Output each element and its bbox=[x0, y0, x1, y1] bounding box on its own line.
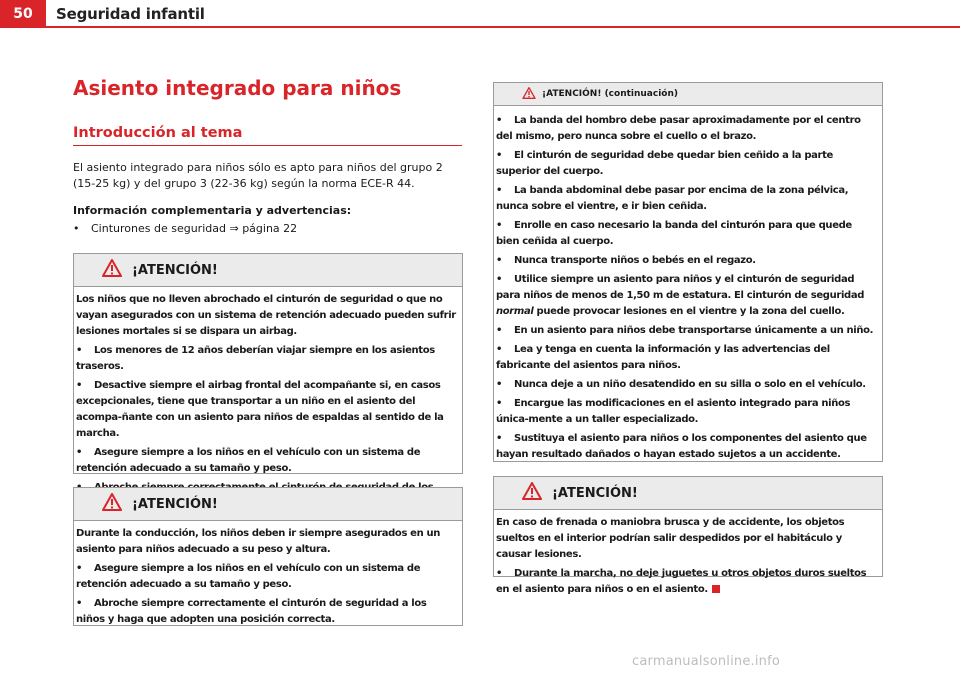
page-reference-link[interactable]: página 22 bbox=[242, 222, 298, 235]
warning-item: • Utilice siempre un asiento para niños y el cinturón de seguridad para niños de menos de 1,50 m de estatura. El cinturón de seguridad normal puede provocar lesiones en el vientre y la zona del cuello. bbox=[496, 274, 865, 317]
info-item bbox=[73, 222, 297, 235]
section-end-icon bbox=[712, 585, 720, 593]
warning-item: • Enrolle en caso necesario la banda del cinturón para que quede bien ceñida al cuerpo. bbox=[496, 220, 852, 247]
subsection-heading: Introducción al tema bbox=[73, 125, 243, 141]
warning-box-continuation bbox=[493, 82, 883, 462]
warning-item: • Los menores de 12 años deberían viajar siempre en los asientos traseros. bbox=[76, 345, 435, 372]
warning-title: ¡ATENCIÓN! bbox=[132, 496, 218, 512]
warning-header bbox=[494, 83, 882, 106]
warning-body bbox=[494, 106, 882, 468]
warning-intro: Los niños que no lleven abrochado el cinturón de seguridad o que no vayan asegurados con un sistema de retención adecuado pueden sufrir lesiones mortales si se dispara un airbag. bbox=[76, 294, 456, 337]
warning-triangle-icon bbox=[522, 482, 542, 504]
section-heading: Asiento integrado para niños bbox=[73, 76, 402, 100]
warning-item: • Desactive siempre el airbag frontal del acompañante si, en casos excepcionales, tiene que transportar a un niño en el asiento del acompa-ñante con un asiento para niños de espaldas al sentido de la marcha. bbox=[76, 380, 444, 439]
warning-box-2 bbox=[73, 487, 463, 626]
warning-triangle-icon bbox=[522, 87, 536, 102]
warning-item: • Asegure siempre a los niños en el vehículo con un sistema de retención adecuado a su tamaño y peso. bbox=[76, 447, 421, 474]
subsection-rule bbox=[73, 145, 462, 146]
info-title: Información complementaria y advertencias: bbox=[73, 204, 352, 217]
warning-item: • Lea y tenga en cuenta la información y las advertencias del fabricante del asientos para niños. bbox=[496, 344, 830, 371]
warning-body bbox=[74, 287, 462, 517]
warning-header bbox=[74, 488, 462, 521]
header-rule bbox=[46, 26, 960, 28]
emphasis-normal: normal bbox=[496, 306, 534, 317]
warning-header bbox=[74, 254, 462, 287]
warning-title: ¡ATENCIÓN! (continuación) bbox=[542, 89, 679, 99]
warning-title: ¡ATENCIÓN! bbox=[132, 262, 218, 278]
warning-item: • En un asiento para niños debe transportarse únicamente a un niño. bbox=[496, 325, 874, 336]
warning-item: • Abroche siempre correctamente el cinturón de seguridad a los niños y haga que adopten una posición correcta. bbox=[76, 598, 427, 625]
warning-item: • Sustituya el asiento para niños o los componentes del asiento que hayan resultado dañados o hayan estado sujetos a un accidente. bbox=[496, 433, 867, 460]
chapter-title: Seguridad infantil bbox=[56, 5, 205, 23]
warning-title: ¡ATENCIÓN! bbox=[552, 485, 638, 501]
page-number: 50 bbox=[0, 0, 46, 28]
warning-triangle-icon bbox=[102, 493, 122, 515]
warning-intro: Durante la conducción, los niños deben ir siempre asegurados en un asiento para niños adecuado a su peso y altura. bbox=[76, 528, 441, 555]
warning-body bbox=[74, 521, 462, 633]
warning-item: • Durante la marcha, no deje juguetes u otros objetos duros sueltos en el asiento para niños o en el asiento. bbox=[496, 568, 867, 595]
warning-item: • La banda abdominal debe pasar por encima de la zona pélvica, nunca sobre el vientre, e ir bien ceñida. bbox=[496, 185, 849, 212]
warning-item: • La banda del hombro debe pasar aproximadamente por el centro del mismo, pero nunca sobre el cuello o el brazo. bbox=[496, 115, 861, 142]
intro-paragraph: El asiento integrado para niños sólo es apto para niños del grupo 2 (15-25 kg) y del grupo 3 (22-36 kg) según la norma ECE-R 44. bbox=[73, 161, 443, 190]
info-item-text: Cinturones de seguridad bbox=[91, 222, 226, 235]
warning-intro: En caso de frenada o maniobra brusca y de accidente, los objetos sueltos en el interior podrían salir despedidos por el habitáculo y causar lesiones. bbox=[496, 517, 845, 560]
warning-item: • Nunca transporte niños o bebés en el regazo. bbox=[496, 255, 756, 266]
footer-watermark: carmanualsonline.info bbox=[632, 654, 781, 669]
warning-box-1 bbox=[73, 253, 463, 474]
warning-box-4 bbox=[493, 476, 883, 595]
warning-item: • Asegure siempre a los niños en el vehículo con un sistema de retención adecuado a su tamaño y peso. bbox=[76, 563, 421, 590]
warning-item: • Encargue las modificaciones en el asiento integrado para niños única-mente a un taller especializado. bbox=[496, 398, 851, 425]
bullet: • bbox=[73, 222, 80, 235]
warning-item: • El cinturón de seguridad debe quedar bien ceñido a la parte superior del cuerpo. bbox=[496, 150, 833, 177]
warning-header bbox=[494, 477, 882, 510]
warning-item: • Nunca deje a un niño desatendido en su silla o solo en el vehículo. bbox=[496, 379, 866, 390]
warning-body bbox=[494, 510, 882, 603]
arrow-icon: ⇒ bbox=[229, 222, 239, 235]
warning-triangle-icon bbox=[102, 259, 122, 281]
